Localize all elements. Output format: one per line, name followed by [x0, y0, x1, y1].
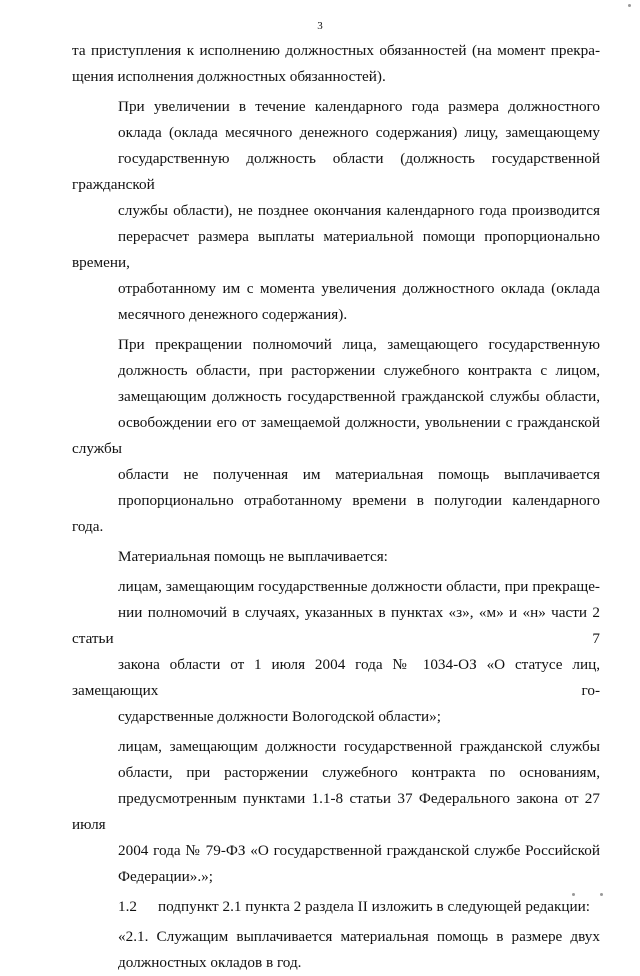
text-line: «2.1. Служащим выплачивается материальная помощь в размере двух	[118, 928, 600, 945]
text-line: области не полученная им материальная помощь выплачивается	[118, 466, 600, 483]
text-line: месячного денежного содержания).	[118, 306, 348, 323]
text-line: пропорционально отработанному времени в полугодии календарного года.	[72, 492, 600, 535]
paragraph-termination	[72, 332, 600, 540]
text-line: Материальная помощь не выплачивается:	[118, 548, 388, 565]
paragraph-state-positions	[72, 574, 600, 730]
text-line: государственную должность области (должность государственной гражданской	[72, 150, 600, 193]
text-line: отработанному им с момента увеличения должностного оклада (оклада	[118, 280, 600, 297]
item-number: 1.2	[118, 898, 137, 915]
paragraph-salary-increase	[72, 94, 600, 328]
paragraph-civil-service	[72, 734, 600, 890]
text-line: должность области, при расторжении служебного контракта с лицом,	[118, 362, 600, 379]
text-line: должностных окладов в год.	[118, 954, 302, 971]
text-line: щения исполнения должностных обязанностей).	[72, 68, 386, 85]
text-line: лицам, замещающим государственные должности области, при прекраще-	[118, 578, 600, 595]
scan-mark	[600, 893, 603, 896]
text-line: При увеличении в течение календарного года размера должностного	[118, 98, 600, 115]
text-line: оклада (оклада месячного денежного содержания) лицу, замещающему	[118, 124, 600, 141]
text-line: лицам, замещающим должности государственной гражданской службы	[118, 738, 600, 755]
paragraph-continuation	[72, 38, 600, 90]
paragraph-not-paid	[72, 544, 600, 570]
text-line: 2004 года № 79-ФЗ «О государственной гражданской службе Российской	[118, 842, 600, 859]
text-line: та приступления к исполнению должностных обязанностей (на момент прекра-	[72, 42, 600, 59]
text-line: службы области), не позднее окончания календарного года производится	[118, 202, 600, 219]
text-line: освобождении его от замещаемой должности, увольнении с гражданской службы	[72, 414, 600, 457]
text-line: предусмотренным пунктами 1.1-8 статьи 37 Федерального закона от 27 июля	[72, 790, 600, 833]
page-number: 3	[317, 20, 323, 32]
scan-mark	[628, 4, 631, 7]
text-line: сударственные должности Вологодской области»;	[118, 708, 441, 725]
document-body	[72, 38, 600, 976]
text-line: Федерации».»;	[118, 868, 213, 885]
item-text: подпункт 2.1 пункта 2 раздела II изложить в следующей редакции:	[158, 898, 590, 915]
text-line: нии полномочий в случаях, указанных в пунктах «з», «м» и «н» части 2 статьи 7	[72, 604, 600, 647]
paragraph-final	[72, 924, 600, 976]
text-line: При прекращении полномочий лица, замещающего государственную	[118, 336, 600, 353]
text-line: замещающим должность государственной гражданской службы области,	[118, 388, 600, 405]
text-line: области, при расторжении служебного контракта по основаниям,	[118, 764, 600, 781]
text-line: закона области от 1 июля 2004 года № 1034-ОЗ «О статусе лиц, замещающих го-	[72, 656, 600, 699]
amendment-item	[72, 894, 600, 920]
scan-mark	[572, 893, 575, 896]
text-line: перерасчет размера выплаты материальной помощи пропорционально времени,	[72, 228, 600, 271]
